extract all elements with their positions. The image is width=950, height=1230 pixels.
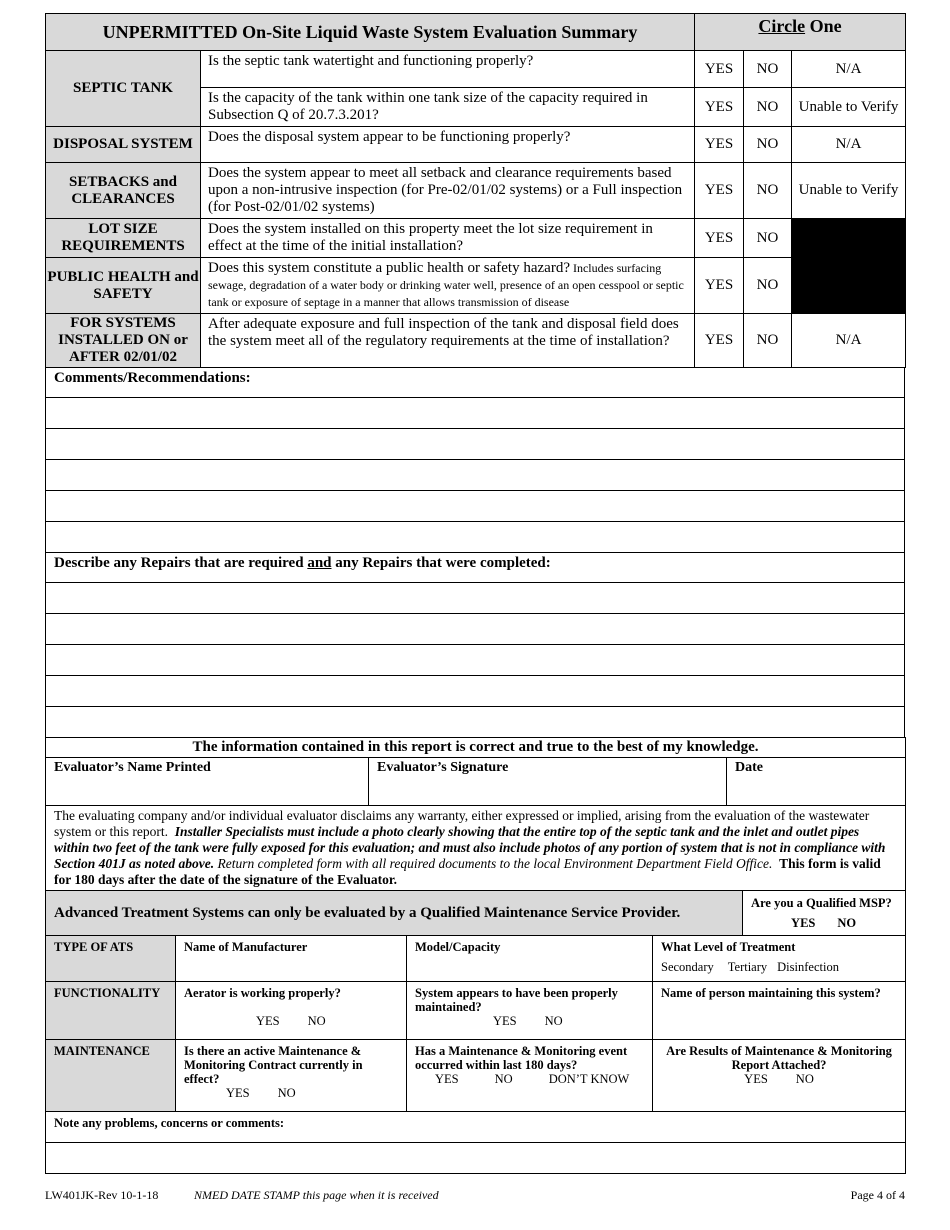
no-option[interactable]: NO bbox=[744, 127, 792, 163]
certification-statement: The information contained in this report is correct and true to the best of my knowledge. bbox=[46, 738, 906, 758]
comments-line[interactable] bbox=[46, 522, 905, 553]
yes-option[interactable]: YES bbox=[695, 258, 744, 314]
no-option[interactable]: NO bbox=[494, 1072, 513, 1086]
na-option[interactable]: N/A bbox=[792, 127, 906, 163]
public-health-label: PUBLIC HEALTH and SAFETY bbox=[46, 258, 201, 314]
photo-requirement: Installer Specialists must include a photo clearly showing that the entire top of the septic tank and the inlet and outlet pipes within two feet of the tank were fully exposed for this evaluation; and must also include photos of any portion of system that is not in compliance with Section 401J as noted above. bbox=[54, 824, 886, 871]
no-option[interactable]: NO bbox=[744, 219, 792, 258]
no-option[interactable]: NO bbox=[744, 88, 792, 127]
repairs-line[interactable] bbox=[46, 614, 905, 645]
yes-option[interactable]: YES bbox=[695, 163, 744, 219]
problems-line[interactable] bbox=[46, 1143, 906, 1174]
unable-option[interactable]: Unable to Verify bbox=[792, 163, 906, 219]
results-question bbox=[653, 1040, 906, 1112]
no-option[interactable]: NO bbox=[307, 1014, 326, 1028]
secondary-option[interactable]: Secondary bbox=[661, 960, 714, 974]
circle-rest: One bbox=[805, 16, 842, 36]
aerator-label: Aerator is working properly? bbox=[184, 986, 341, 1000]
disinfection-option[interactable]: Disinfection bbox=[777, 960, 839, 974]
lot-size-question: Does the system installed on this property meet the lot size requirement in effect at the time of the initial installation? bbox=[201, 219, 695, 258]
yes-option[interactable]: YES bbox=[695, 127, 744, 163]
event-question bbox=[407, 1040, 653, 1112]
repairs-label-and: and bbox=[307, 555, 332, 571]
ats-table bbox=[45, 890, 906, 1174]
na-option[interactable]: N/A bbox=[792, 314, 906, 368]
repairs-label-pre: Describe any Repairs that are required bbox=[54, 555, 308, 571]
comments-line[interactable] bbox=[46, 398, 905, 429]
maintenance-label: MAINTENANCE bbox=[46, 1040, 176, 1112]
blocked-cell bbox=[792, 219, 906, 258]
evaluator-signature-field[interactable] bbox=[369, 758, 727, 806]
public-health-question-text: Does this system constitute a public health or safety hazard? bbox=[208, 260, 570, 276]
no-option[interactable]: NO bbox=[277, 1086, 296, 1100]
return-instructions: Return completed form with all required documents to the local Environment Department Field Office. bbox=[217, 856, 773, 871]
yes-option[interactable]: YES bbox=[695, 51, 744, 88]
problems-label: Note any problems, concerns or comments: bbox=[46, 1112, 906, 1143]
date-field[interactable] bbox=[727, 758, 906, 806]
yes-option[interactable]: YES bbox=[791, 916, 816, 930]
comments-line[interactable] bbox=[46, 491, 905, 522]
post-2002-label: FOR SYSTEMS INSTALLED ON or AFTER 02/01/02 bbox=[46, 314, 201, 368]
evaluator-name-label: Evaluator’s Name Printed bbox=[54, 760, 211, 775]
unable-option[interactable]: Unable to Verify bbox=[792, 88, 906, 127]
no-option[interactable]: NO bbox=[837, 916, 857, 930]
repairs-line[interactable] bbox=[46, 583, 905, 614]
signature-table bbox=[45, 737, 906, 891]
type-of-ats-label: TYPE OF ATS bbox=[46, 936, 176, 982]
repairs-label-post: any Repairs that were completed: bbox=[331, 555, 551, 571]
model-capacity-field[interactable]: Model/Capacity bbox=[407, 936, 653, 982]
msp-question bbox=[743, 891, 906, 936]
septic-tank-label: SEPTIC TANK bbox=[46, 51, 201, 127]
summary-table bbox=[45, 13, 906, 368]
disposal-question: Does the disposal system appear to be functioning properly? bbox=[201, 127, 695, 163]
aerator-question bbox=[176, 982, 407, 1040]
comments-line[interactable] bbox=[46, 429, 905, 460]
public-health-question bbox=[201, 258, 695, 314]
repairs-line[interactable] bbox=[46, 645, 905, 676]
treatment-level bbox=[653, 936, 906, 982]
public-health-note: Includes surfacing sewage, degradation of a water body or drinking water well, presence of an open cesspool or septic tank or exposure of septage in a manner that allows transmission of disease bbox=[208, 261, 684, 309]
yes-option[interactable]: YES bbox=[695, 219, 744, 258]
yes-option[interactable]: YES bbox=[435, 1072, 459, 1086]
stamp-note: NMED DATE STAMP this page when it is received bbox=[194, 1188, 439, 1202]
no-option[interactable]: NO bbox=[744, 258, 792, 314]
tertiary-option[interactable]: Tertiary bbox=[727, 960, 768, 974]
setbacks-question: Does the system appear to meet all setback and clearance requirements based upon a non-intrusive inspection (for Pre-02/01/02 systems) or a Full inspection (for Post-02/01/02 systems) bbox=[201, 163, 695, 219]
septic-question-2: Is the capacity of the tank within one tank size of the capacity required in Subsection Q of 20.7.3.201? bbox=[201, 88, 695, 127]
comments-table bbox=[45, 367, 905, 738]
maintainer-name-field[interactable]: Name of person maintaining this system? bbox=[653, 982, 906, 1040]
setbacks-label: SETBACKS and CLEARANCES bbox=[46, 163, 201, 219]
ats-heading: Advanced Treatment Systems can only be evaluated by a Qualified Maintenance Service Provider. bbox=[46, 891, 743, 936]
septic-question-1: Is the septic tank watertight and functioning properly? bbox=[201, 51, 695, 88]
repairs-line[interactable] bbox=[46, 676, 905, 707]
date-label: Date bbox=[735, 760, 763, 775]
na-option[interactable]: N/A bbox=[792, 51, 906, 88]
evaluator-name-field[interactable] bbox=[46, 758, 369, 806]
lot-size-label: LOT SIZE REQUIREMENTS bbox=[46, 219, 201, 258]
manufacturer-field[interactable]: Name of Manufacturer bbox=[176, 936, 407, 982]
no-option[interactable]: NO bbox=[544, 1014, 563, 1028]
disclaimer bbox=[46, 806, 906, 891]
no-option[interactable]: NO bbox=[744, 163, 792, 219]
form-code: LW401JK-Rev 10-1-18 bbox=[45, 1188, 159, 1202]
circle-word: Circle bbox=[758, 16, 806, 36]
event-label: Has a Maintenance & Monitoring event occurred within last 180 days? bbox=[415, 1044, 628, 1072]
yes-option[interactable]: YES bbox=[695, 314, 744, 368]
evaluation-form bbox=[45, 13, 905, 1174]
maintained-question bbox=[407, 982, 653, 1040]
maintained-label: System appears to have been properly maintained? bbox=[415, 986, 618, 1014]
treatment-level-label: What Level of Treatment bbox=[661, 940, 796, 954]
blocked-cell bbox=[792, 258, 906, 314]
form-title: UNPERMITTED On-Site Liquid Waste System Evaluation Summary bbox=[46, 14, 695, 51]
disposal-system-label: DISPOSAL SYSTEM bbox=[46, 127, 201, 163]
validity-statement: This form is valid for 180 days after the date of the signature of the Evaluator. bbox=[54, 856, 881, 887]
no-option[interactable]: NO bbox=[744, 51, 792, 88]
yes-option[interactable]: YES bbox=[226, 1086, 250, 1100]
page-number: Page 4 of 4 bbox=[850, 1188, 905, 1202]
yes-option[interactable]: YES bbox=[744, 1072, 768, 1086]
contract-label: Is there an active Maintenance & Monitoring Contract currently in effect? bbox=[184, 1044, 363, 1086]
comments-label: Comments/Recommendations: bbox=[46, 368, 905, 398]
circle-one-header bbox=[695, 14, 906, 51]
contract-question bbox=[176, 1040, 407, 1112]
no-option[interactable]: NO bbox=[744, 314, 792, 368]
yes-option[interactable]: YES bbox=[695, 88, 744, 127]
msp-question-label: Are you a Qualified MSP? bbox=[751, 896, 892, 910]
repairs-line[interactable] bbox=[46, 707, 905, 738]
dont-know-option[interactable]: DON’T KNOW bbox=[548, 1072, 630, 1086]
post-2002-question: After adequate exposure and full inspection of the tank and disposal field does the system meet all of the regulatory requirements at the time of installation? bbox=[201, 314, 695, 368]
yes-option[interactable]: YES bbox=[493, 1014, 517, 1028]
no-option[interactable]: NO bbox=[795, 1072, 814, 1086]
functionality-label: FUNCTIONALITY bbox=[46, 982, 176, 1040]
comments-line[interactable] bbox=[46, 460, 905, 491]
yes-option[interactable]: YES bbox=[256, 1014, 280, 1028]
results-label: Are Results of Maintenance & Monitoring Report Attached? bbox=[666, 1044, 892, 1072]
evaluator-signature-label: Evaluator’s Signature bbox=[377, 760, 509, 775]
disclaimer-text: The evaluating company and/or individual evaluator disclaims any warranty, either expressed or implied, arising from the evaluation of the wastewater system or this report. bbox=[54, 808, 870, 839]
repairs-label bbox=[46, 553, 905, 583]
